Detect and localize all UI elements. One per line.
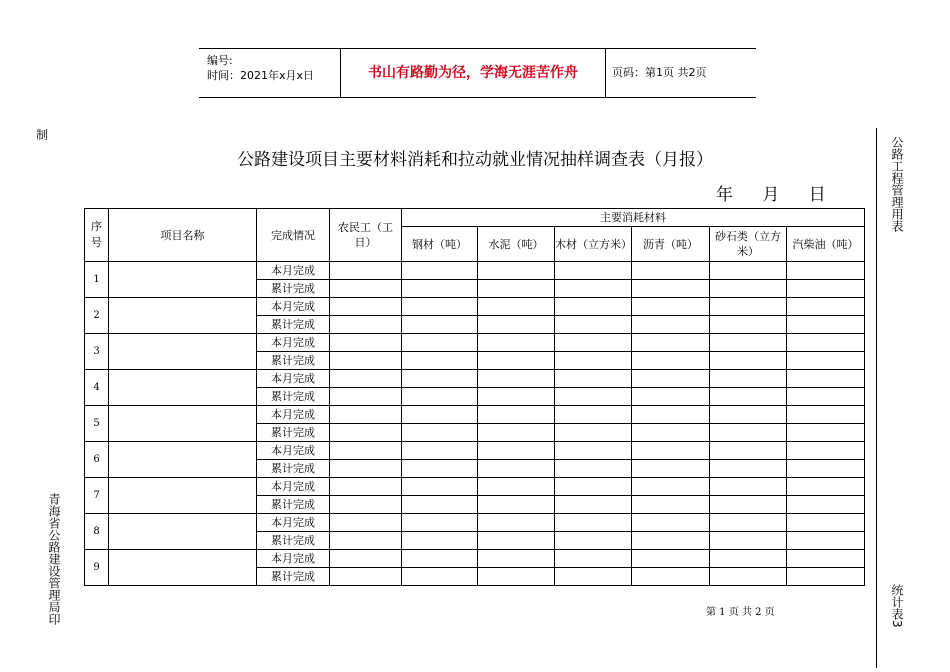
material-cell[interactable]: [478, 550, 555, 568]
material-cell[interactable]: [632, 424, 710, 442]
right-margin-line: [876, 128, 877, 668]
material-cell[interactable]: [478, 316, 555, 334]
status-cell: 累计完成: [257, 424, 330, 442]
material-cell[interactable]: [710, 460, 787, 478]
material-cell[interactable]: [478, 496, 555, 514]
header-material-3: 沥青（吨）: [632, 227, 710, 262]
material-cell[interactable]: [555, 280, 632, 298]
workers-cell[interactable]: [330, 442, 402, 460]
material-cell[interactable]: [787, 496, 865, 514]
material-cell[interactable]: [478, 478, 555, 496]
side-label-top: 公路工程管理用表: [890, 136, 904, 232]
material-cell[interactable]: [555, 406, 632, 424]
material-cell[interactable]: [478, 568, 555, 586]
material-cell[interactable]: [555, 568, 632, 586]
material-cell[interactable]: [555, 334, 632, 352]
material-cell[interactable]: [787, 424, 865, 442]
material-cell[interactable]: [710, 514, 787, 532]
material-cell[interactable]: [402, 262, 478, 280]
status-cell: 累计完成: [257, 352, 330, 370]
material-cell[interactable]: [632, 280, 710, 298]
material-cell[interactable]: [478, 532, 555, 550]
status-cell: 本月完成: [257, 550, 330, 568]
material-cell[interactable]: [402, 406, 478, 424]
material-cell[interactable]: [710, 298, 787, 316]
material-cell[interactable]: [402, 442, 478, 460]
status-cell: 本月完成: [257, 298, 330, 316]
material-cell[interactable]: [402, 280, 478, 298]
material-cell[interactable]: [632, 370, 710, 388]
material-cell[interactable]: [787, 298, 865, 316]
material-cell[interactable]: [632, 406, 710, 424]
material-cell[interactable]: [710, 442, 787, 460]
status-cell: 累计完成: [257, 460, 330, 478]
number-label: 编号:: [207, 54, 233, 67]
status-cell: 本月完成: [257, 478, 330, 496]
material-cell[interactable]: [555, 550, 632, 568]
material-cell[interactable]: [632, 262, 710, 280]
material-cell[interactable]: [402, 298, 478, 316]
row-index: 7: [85, 478, 109, 514]
material-cell[interactable]: [787, 262, 865, 280]
material-cell[interactable]: [478, 262, 555, 280]
material-cell[interactable]: [478, 334, 555, 352]
header-material-1: 水泥（吨）: [478, 227, 555, 262]
table-row: [85, 370, 865, 388]
material-cell[interactable]: [555, 460, 632, 478]
workers-cell[interactable]: [330, 316, 402, 334]
material-cell[interactable]: [555, 370, 632, 388]
material-cell[interactable]: [402, 316, 478, 334]
material-cell[interactable]: [787, 460, 865, 478]
workers-cell[interactable]: [330, 298, 402, 316]
page-title: 公路建设项目主要材料消耗和拉动就业情况抽样调查表（月报）: [237, 150, 713, 170]
material-cell[interactable]: [632, 568, 710, 586]
header-status: 完成情况: [257, 209, 330, 262]
material-cell[interactable]: [402, 532, 478, 550]
workers-cell[interactable]: [330, 514, 402, 532]
project-name-cell[interactable]: [109, 370, 257, 406]
project-name-cell[interactable]: [109, 514, 257, 550]
material-cell[interactable]: [787, 280, 865, 298]
header-box: [199, 48, 756, 98]
material-cell[interactable]: [632, 334, 710, 352]
material-cell[interactable]: [632, 532, 710, 550]
material-cell[interactable]: [555, 514, 632, 532]
workers-cell[interactable]: [330, 352, 402, 370]
material-cell[interactable]: [710, 352, 787, 370]
motto: 书山有路勤为径，学海无涯苦作舟: [368, 65, 578, 81]
workers-cell[interactable]: [330, 568, 402, 586]
material-cell[interactable]: [478, 388, 555, 406]
date-text: 年 月 日: [716, 185, 827, 205]
material-cell[interactable]: [555, 298, 632, 316]
material-cell[interactable]: [555, 262, 632, 280]
page-label: 页码：第1页 共2页: [612, 66, 707, 79]
material-cell[interactable]: [402, 424, 478, 442]
status-cell: 本月完成: [257, 262, 330, 280]
row-index: 9: [85, 550, 109, 586]
material-cell[interactable]: [478, 406, 555, 424]
material-cell[interactable]: [478, 442, 555, 460]
material-cell[interactable]: [402, 460, 478, 478]
material-cell[interactable]: [710, 388, 787, 406]
material-cell[interactable]: [555, 442, 632, 460]
time-label: 时间：2021年x月x日: [207, 69, 315, 82]
project-name-cell[interactable]: [109, 406, 257, 442]
material-cell[interactable]: [402, 514, 478, 532]
material-cell[interactable]: [632, 388, 710, 406]
workers-cell[interactable]: [330, 424, 402, 442]
material-cell[interactable]: [710, 550, 787, 568]
material-cell[interactable]: [402, 352, 478, 370]
row-index: 4: [85, 370, 109, 406]
material-cell[interactable]: [787, 514, 865, 532]
material-cell[interactable]: [787, 550, 865, 568]
table-row: [85, 406, 865, 424]
material-cell[interactable]: [632, 442, 710, 460]
material-cell[interactable]: [710, 316, 787, 334]
material-cell[interactable]: [787, 370, 865, 388]
material-cell[interactable]: [555, 388, 632, 406]
header-index: [85, 209, 109, 262]
project-name-cell[interactable]: [109, 298, 257, 334]
table-row: [85, 262, 865, 280]
table-row: [85, 478, 865, 496]
table-row: [85, 550, 865, 568]
material-cell[interactable]: [555, 532, 632, 550]
material-cell[interactable]: [402, 334, 478, 352]
header-meta: [207, 53, 314, 83]
material-cell[interactable]: [710, 370, 787, 388]
side-label-bottom: 统计表3: [890, 584, 904, 628]
material-cell[interactable]: [478, 370, 555, 388]
row-index: 2: [85, 298, 109, 334]
status-cell: 累计完成: [257, 280, 330, 298]
status-cell: 累计完成: [257, 568, 330, 586]
material-cell[interactable]: [710, 334, 787, 352]
workers-cell[interactable]: [330, 262, 402, 280]
status-cell: 本月完成: [257, 370, 330, 388]
workers-cell[interactable]: [330, 550, 402, 568]
material-cell[interactable]: [478, 460, 555, 478]
workers-cell[interactable]: [330, 532, 402, 550]
header-material-0: 钢材（吨）: [402, 227, 478, 262]
header-material-4: 砂石类（立方米）: [710, 227, 787, 262]
material-cell[interactable]: [710, 568, 787, 586]
material-cell[interactable]: [710, 280, 787, 298]
project-name-cell[interactable]: [109, 478, 257, 514]
material-cell[interactable]: [787, 352, 865, 370]
material-cell[interactable]: [710, 262, 787, 280]
status-cell: 本月完成: [257, 442, 330, 460]
date-line: [716, 180, 827, 205]
header-project: 项目名称: [109, 209, 257, 262]
material-cell[interactable]: [632, 478, 710, 496]
material-cell[interactable]: [787, 532, 865, 550]
row-index: 3: [85, 334, 109, 370]
workers-cell[interactable]: [330, 280, 402, 298]
material-cell[interactable]: [787, 316, 865, 334]
material-cell[interactable]: [555, 424, 632, 442]
project-name-cell[interactable]: [109, 334, 257, 370]
material-cell[interactable]: [555, 496, 632, 514]
material-cell[interactable]: [710, 496, 787, 514]
survey-table: [84, 208, 865, 586]
material-cell[interactable]: [632, 514, 710, 532]
material-cell[interactable]: [402, 370, 478, 388]
material-cell[interactable]: [632, 316, 710, 334]
status-cell: 本月完成: [257, 334, 330, 352]
row-index: 8: [85, 514, 109, 550]
material-cell[interactable]: [632, 352, 710, 370]
material-cell[interactable]: [478, 280, 555, 298]
header-materials: 主要消耗材料: [402, 209, 865, 227]
header-workers-text: 农民工（工日）: [338, 221, 393, 249]
workers-cell[interactable]: [330, 334, 402, 352]
row-index: 6: [85, 442, 109, 478]
material-cell[interactable]: [555, 478, 632, 496]
material-cell[interactable]: [632, 298, 710, 316]
workers-cell[interactable]: [330, 370, 402, 388]
project-name-cell[interactable]: [109, 550, 257, 586]
material-cell[interactable]: [555, 352, 632, 370]
material-cell[interactable]: [710, 478, 787, 496]
status-cell: 本月完成: [257, 406, 330, 424]
status-cell: 本月完成: [257, 514, 330, 532]
material-cell[interactable]: [787, 478, 865, 496]
material-cell[interactable]: [710, 406, 787, 424]
project-name-cell[interactable]: [109, 442, 257, 478]
material-cell[interactable]: [632, 496, 710, 514]
row-index: 1: [85, 262, 109, 298]
side-label-left: 青海省公路建设管理局印: [47, 493, 61, 625]
zhi-label: 制: [36, 128, 49, 142]
material-cell[interactable]: [787, 388, 865, 406]
material-cell[interactable]: [787, 334, 865, 352]
workers-cell[interactable]: [330, 406, 402, 424]
material-cell[interactable]: [478, 514, 555, 532]
material-cell[interactable]: [478, 424, 555, 442]
table-row: [85, 442, 865, 460]
material-cell[interactable]: [402, 496, 478, 514]
material-cell[interactable]: [478, 298, 555, 316]
status-cell: 累计完成: [257, 532, 330, 550]
divider: [605, 49, 606, 97]
material-cell[interactable]: [787, 442, 865, 460]
material-cell[interactable]: [402, 478, 478, 496]
header-index-text: 序号: [91, 220, 102, 249]
table-row: [85, 514, 865, 532]
material-cell[interactable]: [478, 352, 555, 370]
header-material-5: 汽柴油（吨）: [787, 227, 865, 262]
workers-cell[interactable]: [330, 460, 402, 478]
workers-cell[interactable]: [330, 388, 402, 406]
material-cell[interactable]: [402, 568, 478, 586]
header-workers: [330, 209, 402, 262]
material-cell[interactable]: [402, 550, 478, 568]
material-cell[interactable]: [402, 388, 478, 406]
footer-page: 第 1 页 共 2 页: [706, 607, 775, 618]
material-cell[interactable]: [787, 406, 865, 424]
material-cell[interactable]: [787, 568, 865, 586]
workers-cell[interactable]: [330, 478, 402, 496]
material-cell[interactable]: [632, 550, 710, 568]
material-cell[interactable]: [632, 460, 710, 478]
row-index: 5: [85, 406, 109, 442]
status-cell: 累计完成: [257, 316, 330, 334]
material-cell[interactable]: [710, 424, 787, 442]
material-cell[interactable]: [555, 316, 632, 334]
status-cell: 累计完成: [257, 496, 330, 514]
project-name-cell[interactable]: [109, 262, 257, 298]
table-row: [85, 298, 865, 316]
status-cell: 累计完成: [257, 388, 330, 406]
material-cell[interactable]: [710, 532, 787, 550]
header-material-2: 木材（立方米）: [555, 227, 632, 262]
workers-cell[interactable]: [330, 496, 402, 514]
table-row: [85, 334, 865, 352]
